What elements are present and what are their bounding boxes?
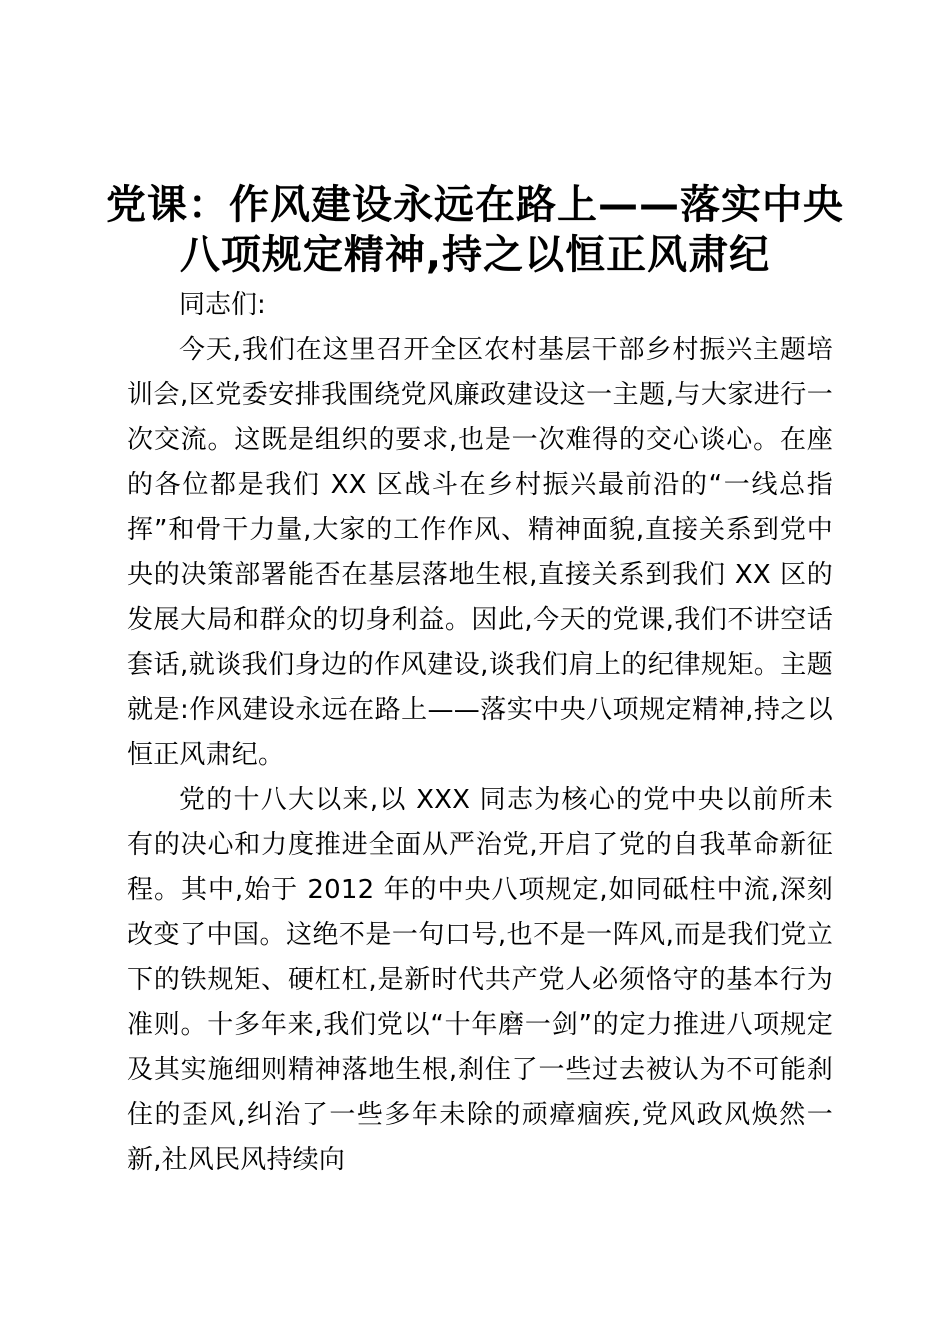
document-body [127, 283, 833, 1183]
paragraph-1: 今天,我们在这里召开全区农村基层干部乡村振兴主题培训会,区党委安排我围绕党风廉政建设这一主题,与大家进行一次交流。这既是组织的要求,也是一次难得的交心谈心。在座的各位都是我们 XX 区战斗在乡村振兴最前沿的“一线总指挥”和骨干力量,大家的工作作风、精神面貌,直接关系到党中央的决策部署能否在基层落地生根,直接关系到我们 XX 区的发展大局和群众的切身利益。因此,今天的党课,我们不讲空话套话,就谈我们身边的作风建设,谈我们肩上的纪律规矩。主题就是:作风建设永远在路上——落实中央八项规定精神,持之以恒正风肃纪。 [127, 335, 833, 770]
greeting: 同志们: [179, 290, 266, 320]
document-title: 党课：作风建设永远在路上——落实中央八项规定精神,持之以恒正风肃纪 [106, 182, 844, 278]
paragraph-2: 党的十八大以来,以 XXX 同志为核心的党中央以前所未有的决心和力度推进全面从严治党,开启了党的自我革命新征程。其中,始于 2012 年的中央八项规定,如同砥柱中流,深刻改变了中国。这绝不是一句口号,也不是一阵风,而是我们党立下的铁规矩、硬杠杠,是新时代共产党人必须恪守的基本行为准则。十多年来,我们党以“十年磨一剑”的定力推进八项规定及其实施细则精神落地生根,刹住了一些过去被认为不可能刹住的歪风,纠治了一些多年未除的顽瘴痼疾,党风政风焕然一新,社风民风持续向 [127, 785, 833, 1175]
